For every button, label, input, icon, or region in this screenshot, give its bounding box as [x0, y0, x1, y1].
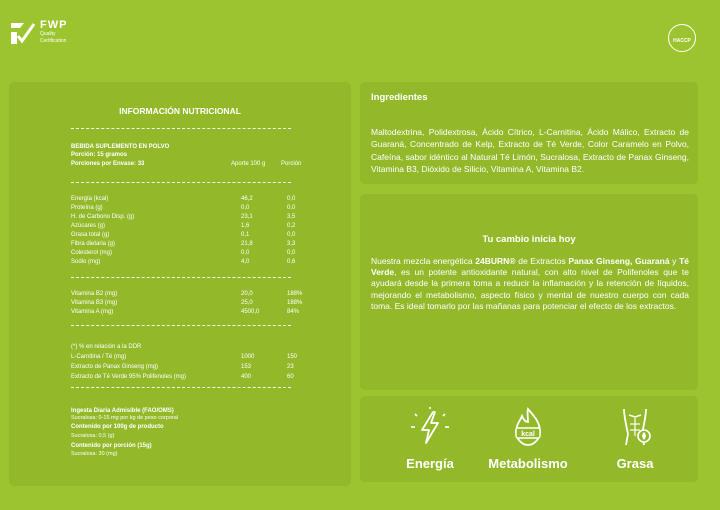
nutrient-name: Extracto de Panax Ginseng (mg) [71, 364, 159, 370]
nutrient-per-portion: 0,0 [287, 232, 296, 238]
nutrient-per-portion: 0,2 [287, 223, 296, 229]
cambio-text-1: Nuestra mezcla energética [371, 256, 476, 266]
nutrient-per-100g: 1000 [241, 354, 255, 360]
nutrient-per-portion: 0,6 [287, 259, 296, 265]
contentp-title: Contenido por porción (15g) [71, 443, 152, 449]
torso-fat-icon [614, 406, 656, 448]
nutrient-per-100g: 153 [241, 364, 252, 370]
divider [71, 277, 291, 278]
benefit-grasa: Grasa [616, 456, 654, 471]
nutrient-per-portion: 188% [287, 300, 303, 306]
contentp-line: Sucralosa: 30 (mg) [71, 451, 118, 457]
ida-title: Ingesta Diaria Admisible (FAO/OMS) [71, 408, 174, 414]
nutrient-per-portion: 23 [287, 364, 294, 370]
nutrient-name: Energía (kcal) [71, 196, 109, 202]
nutrient-per-100g: 23,1 [241, 214, 253, 220]
cambio-te-verde: Té Verde [371, 256, 689, 278]
ingredients-text: Maltodextrina, Polidextrosa, Ácido Cítrico, L-Carnitina, Ácido Málico, Extracto de Guaraná, Concentrado de Kelp, Extracto de Té Verde, Color Caramelo en Polvo, Cafeína, sabor idéntico al Natural Té Limón, Sucralosa, Extracto de Panax Ginseng, Vitamina B3, Dióxido de Silicio, Vitamina A, Vitamina B2. [371, 127, 689, 174]
divider [71, 387, 291, 388]
nutrient-name: Fibra dietaria (g) [71, 241, 116, 247]
nutrient-per-100g: 0,1 [241, 232, 250, 238]
nutrient-per-100g: 46,2 [241, 196, 253, 202]
nutrient-per-100g: 400 [241, 374, 252, 380]
content100-title: Contenido por 100g de producto [71, 424, 164, 430]
nutrient-name: Proteína (g) [71, 205, 103, 211]
nutrient-name: Grasa total (g) [71, 232, 110, 238]
ddr-note: (*) % en relación a la DDR [71, 344, 142, 350]
nutrient-per-portion: 0,0 [287, 250, 296, 256]
nutrient-per-100g: 20,0 [241, 291, 253, 297]
cambio-extracts: Panax Ginseng, Guaraná [568, 256, 670, 266]
cambio-title: Tu cambio inicia hoy [482, 234, 576, 245]
divider [71, 325, 291, 326]
energy-bolt-icon [409, 406, 451, 448]
logo-sub-quality: Quality [40, 31, 56, 37]
nutrient-per-100g: 4500,0 [241, 309, 260, 315]
nutrient-name: Vitamina B2 (mg) [71, 291, 118, 297]
nutrient-per-portion: 150 [287, 354, 298, 360]
nutrient-per-portion: 0,0 [287, 205, 296, 211]
divider [71, 128, 291, 129]
nutrient-per-100g: 0,0 [241, 205, 250, 211]
benefit-metabolismo: Metabolismo [488, 456, 568, 471]
nutrient-per-portion: 0,0 [287, 196, 296, 202]
portions-per-container: Porciones por Envase: 33 [71, 161, 145, 167]
nutrient-per-100g: 4,0 [241, 259, 250, 265]
cambio-text-4: , es un potente antioxidante natural, con alto nivel de Polifenoles que te ayudará desde la primera toma a reducir la inflamación y la retención de líquidos, mejorando el metabolismo, aspecto físico y mental de nuestro cuerpo con cada toma. Es ideal tomarlo por las mañanas para potenciar el efecto de los extractos. [371, 267, 689, 311]
benefit-description-panel [360, 194, 698, 390]
cambio-text [371, 256, 689, 312]
benefit-energia: Energía [406, 456, 454, 471]
nutrition-title: INFORMACIÓN NUTRICIONAL [119, 106, 241, 116]
nutrient-per-100g: 0,0 [241, 250, 250, 256]
nutrient-name: Colesterol (mg) [71, 250, 113, 256]
nutrient-name: Vitamina A (mg) [71, 309, 114, 315]
haccp-seal-icon [668, 24, 696, 52]
logo-check-icon [10, 20, 36, 46]
nutrient-per-portion: 60 [287, 374, 294, 380]
ida-line: Sucralosa: 0-15 mg por kg de peso corporal [71, 415, 179, 421]
cambio-text-3: y [669, 256, 680, 266]
col-porcion-header: Porción [281, 161, 302, 167]
benefits-panel [360, 396, 698, 482]
nutrient-name: Vitamina B3 (mg) [71, 300, 118, 306]
nutrient-per-100g: 1,6 [241, 223, 250, 229]
portion-size: Porción: 15 gramos [71, 152, 128, 158]
brand-logo [10, 20, 67, 46]
nutrient-per-portion: 3,5 [287, 214, 296, 220]
kcal-label: kcal [521, 431, 535, 438]
nutrient-per-100g: 21,8 [241, 241, 253, 247]
nutrition-panel [9, 82, 351, 486]
product-name: BEBIDA SUPLEMENTO EN POLVO [71, 144, 170, 150]
nutrient-name: H. de Carbono Disp. (g) [71, 214, 135, 220]
cambio-text-2: de Extractos [515, 256, 569, 266]
divider [71, 182, 291, 183]
flame-kcal-icon [507, 406, 549, 448]
ingredients-title: Ingredientes [371, 92, 428, 103]
logo-name: FWP [40, 19, 68, 31]
col-aporte-header: Aporte 100 g [231, 161, 266, 167]
logo-sub-certification: Certification [40, 37, 67, 44]
nutrient-name: Extracto de Té Verde 95% Polifenoles (mg) [71, 374, 186, 380]
haccp-label: HACCP [673, 38, 691, 44]
nutrient-per-portion: 3,3 [287, 241, 296, 247]
nutrient-name: L-Carnitina / Té (mg) [71, 354, 127, 360]
nutrient-name: Sodio (mg) [71, 259, 101, 265]
content100-line: Sucralosa: 0,5 (g) [71, 433, 115, 439]
nutrient-per-portion: 84% [287, 309, 300, 315]
cambio-brand: 24BURN® [475, 256, 516, 266]
nutrient-per-portion: 188% [287, 291, 303, 297]
ingredients-panel [360, 82, 698, 184]
nutrient-per-100g: 25,0 [241, 300, 253, 306]
nutrient-name: Azúcares (g) [71, 223, 106, 229]
